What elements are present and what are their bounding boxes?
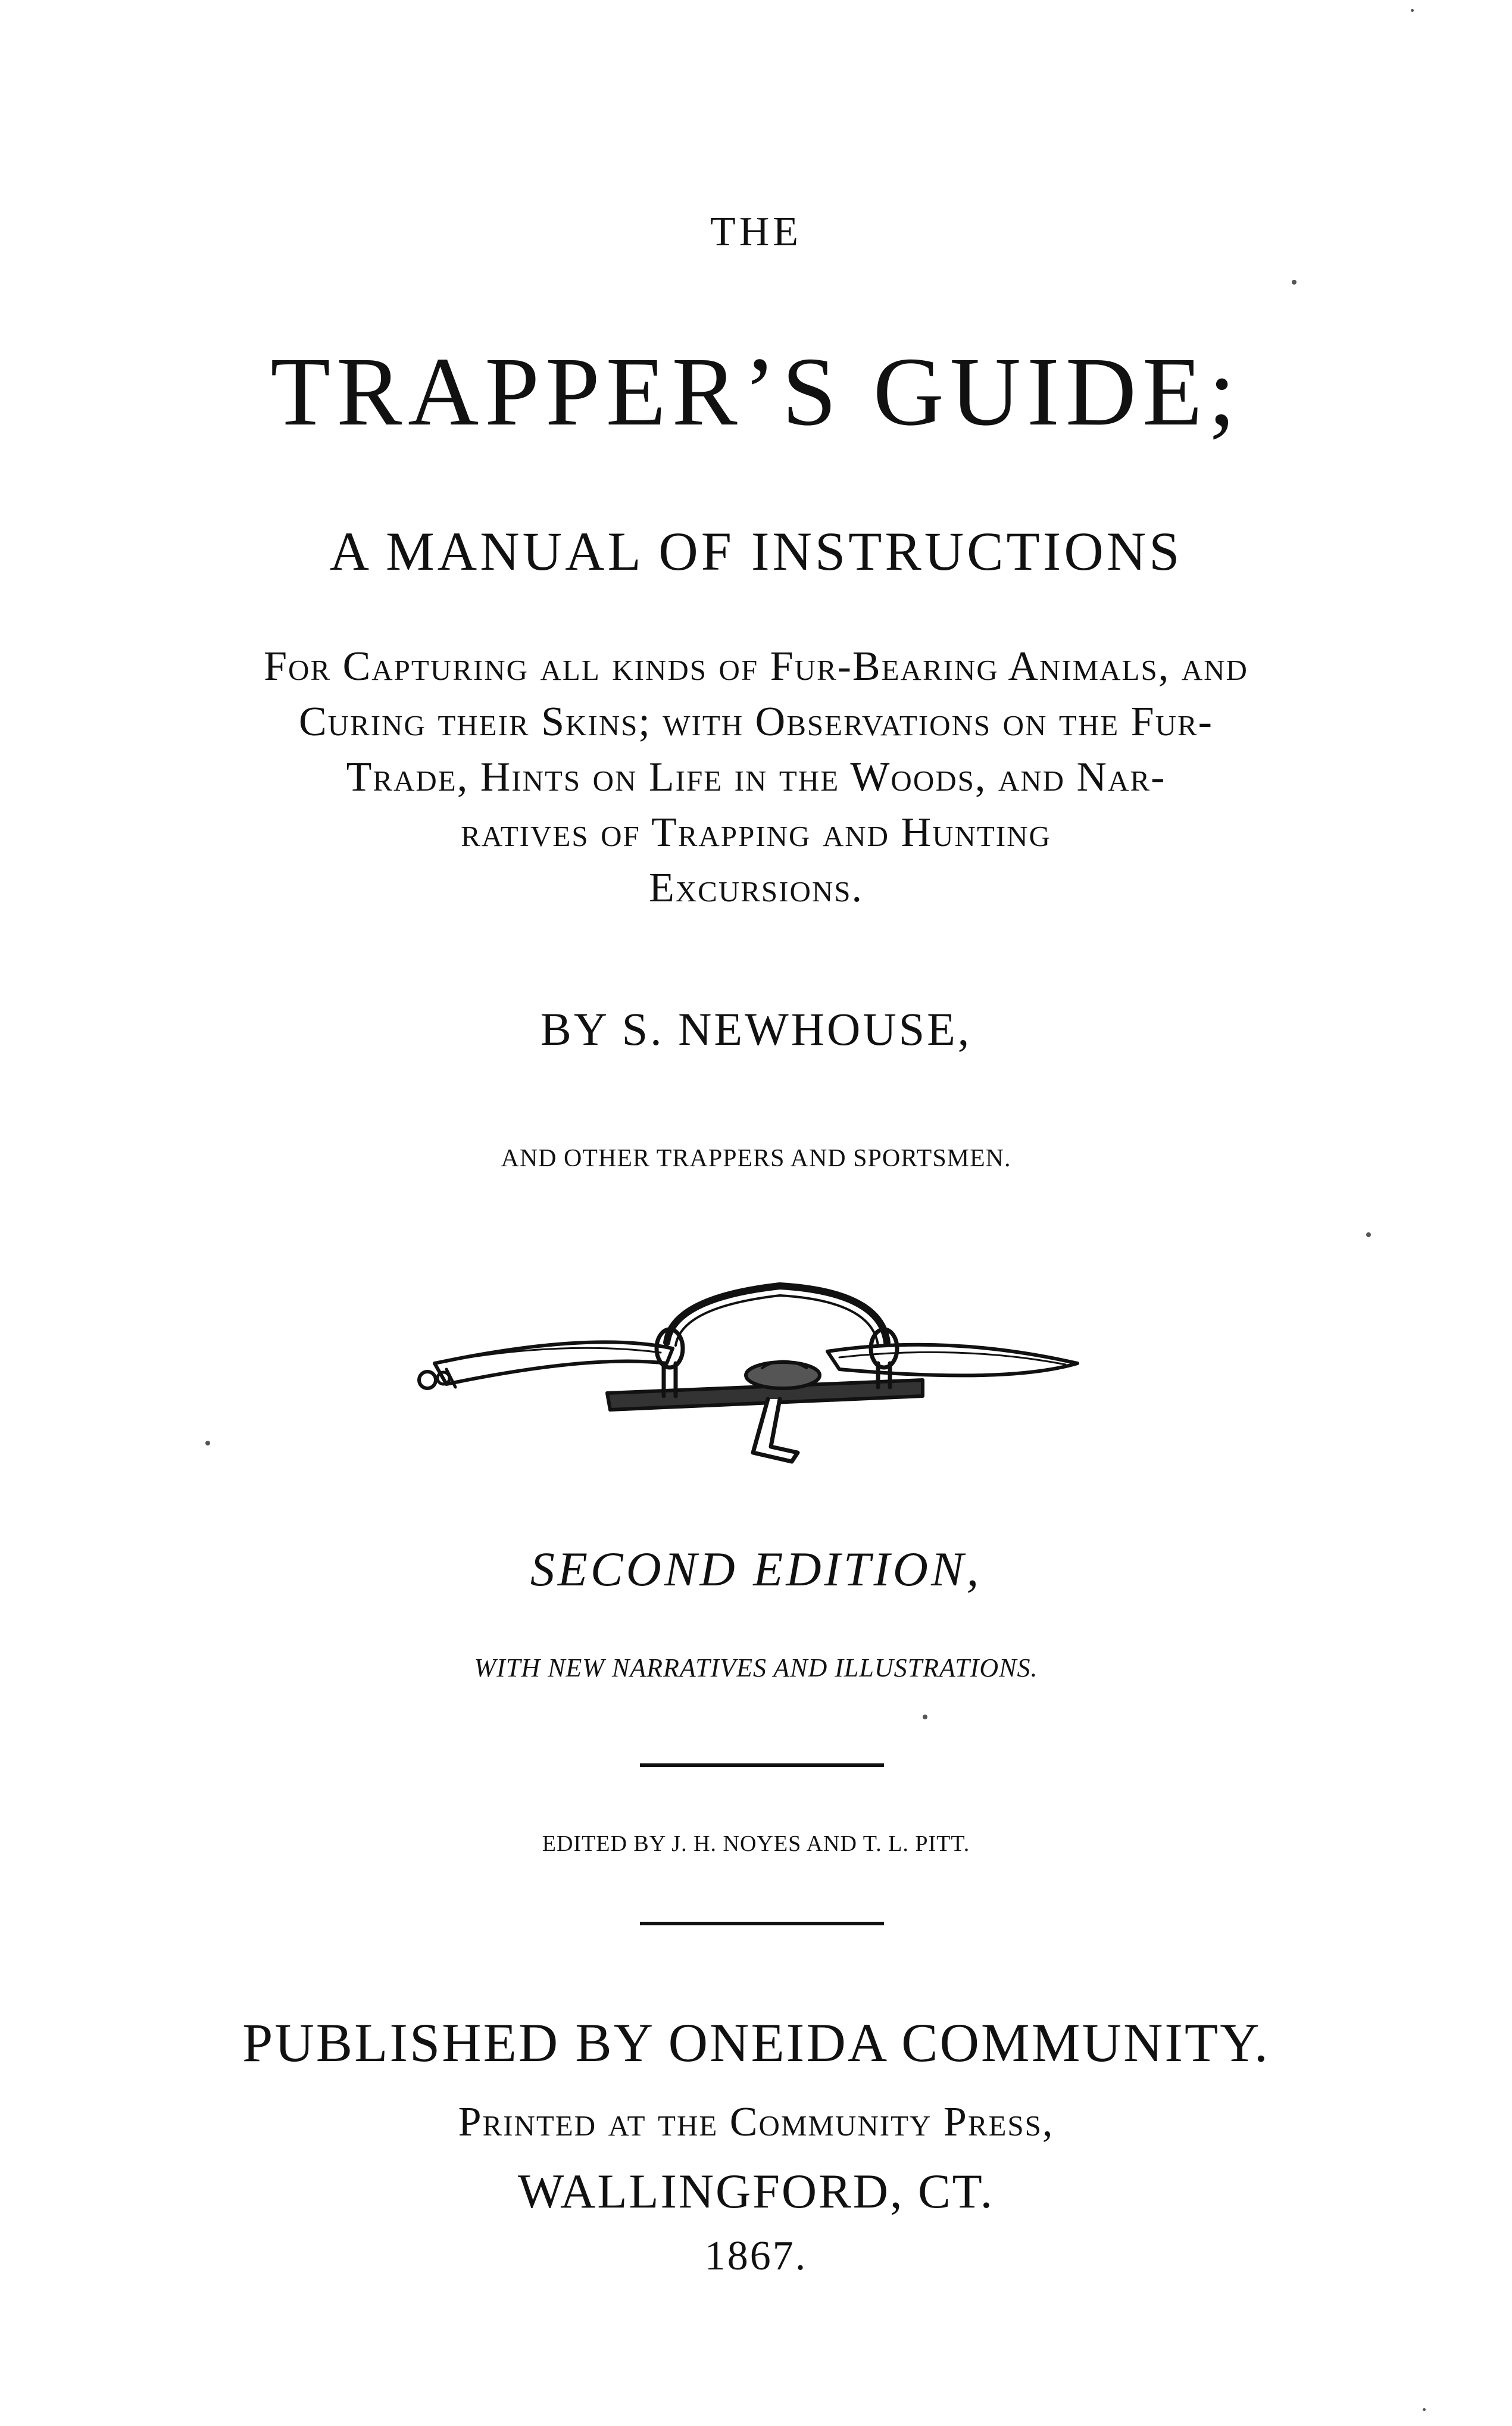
book-title: TRAPPER’S GUIDE; bbox=[270, 337, 1242, 446]
print-speck bbox=[1423, 2408, 1426, 2411]
author-line: BY S. NEWHOUSE, bbox=[540, 1003, 972, 1055]
publisher-line: PUBLISHED BY ONEIDA COMMUNITY. bbox=[242, 2012, 1270, 2073]
edition-line: SECOND EDITION, bbox=[530, 1542, 982, 1596]
print-speck bbox=[1366, 1232, 1371, 1237]
description-line-5: Excursions. bbox=[649, 865, 863, 911]
print-speck bbox=[1292, 280, 1297, 285]
title-the: THE bbox=[710, 209, 802, 255]
description-line-3: Trade, Hints on Life in the Woods, and Nar- bbox=[346, 754, 1166, 800]
printer-line: Printed at the Community Press, bbox=[458, 2099, 1054, 2145]
year-line: 1867. bbox=[704, 2233, 808, 2279]
description-line-2: Curing their Skins; with Observations on the Fur- bbox=[298, 699, 1213, 745]
divider-rule-2 bbox=[640, 1922, 884, 1925]
divider-rule-1 bbox=[640, 1763, 884, 1767]
contributors-line: AND OTHER TRAPPERS AND SPORTSMEN. bbox=[501, 1145, 1011, 1172]
print-speck bbox=[923, 1715, 927, 1719]
editors-line: EDITED BY J. H. NOYES AND T. L. PITT. bbox=[542, 1831, 970, 1856]
print-speck bbox=[1411, 9, 1414, 12]
place-line: WALLINGFORD, CT. bbox=[517, 2164, 995, 2218]
edition-note: WITH NEW NARRATIVES AND ILLUSTRATIONS. bbox=[474, 1653, 1038, 1682]
print-speck bbox=[205, 1441, 210, 1445]
trap-illustration bbox=[411, 1274, 1089, 1482]
book-subtitle: A MANUAL OF INSTRUCTIONS bbox=[329, 521, 1183, 582]
description-line-4: ratives of Trapping and Hunting bbox=[461, 810, 1051, 855]
description-line-1: For Capturing all kinds of Fur-Bearing Animals, and bbox=[264, 644, 1248, 689]
